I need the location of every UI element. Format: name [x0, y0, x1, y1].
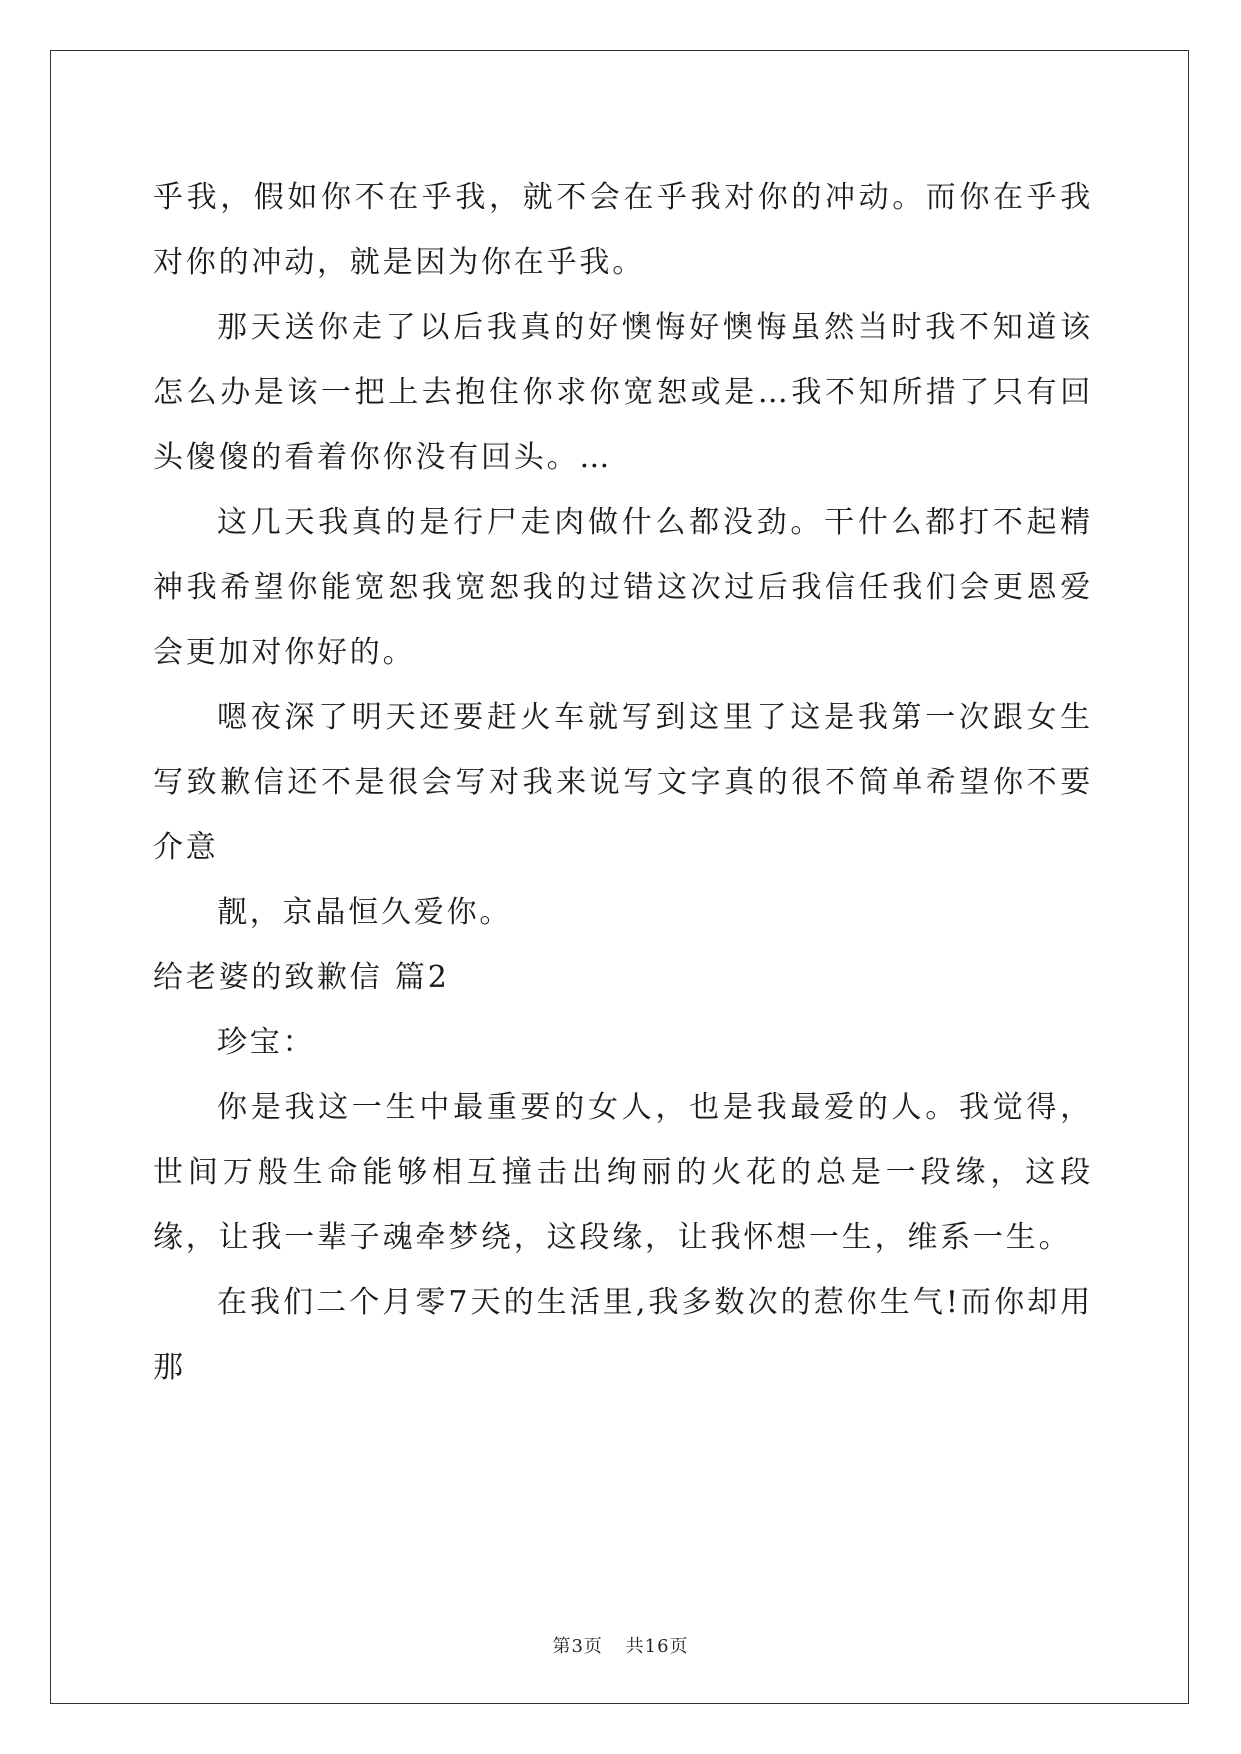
paragraph-these-days: 这几天我真的是行尸走肉做什么都没劲。干什么都打不起精神我希望你能宽恕我宽恕我的过错这次过后我信任我们会更恩爱会更加对你好的。: [153, 505, 1093, 670]
page-total: 共16页: [625, 1636, 689, 1657]
paragraph-most-important: 你是我这一生中最重要的女人，也是我最爱的人。我觉得，世间万般生命能够相互撞击出绚丽的火花的总是一段缘，这段缘，让我一辈子魂牵梦绕，这段缘，让我怀想一生，维系一生。: [153, 1090, 1093, 1255]
document-body: [153, 165, 1093, 1400]
paragraph-salutation: 珍宝：: [217, 1025, 316, 1060]
paragraph-signoff: 靓，京晶恒久爱你。: [217, 895, 513, 930]
page-footer: [0, 1632, 1241, 1658]
section-heading: 给老婆的致歉信 篇2: [153, 960, 450, 995]
paragraph-late-night: 嗯夜深了明天还要赶火车就写到这里了这是我第一次跟女生写致歉信还不是很会写对我来说写文字真的很不简单希望你不要介意: [153, 700, 1093, 865]
paragraph-regret: 那天送你走了以后我真的好懊悔好懊悔虽然当时我不知道该怎么办是该一把上去抱住你求你宽恕或是…我不知所措了只有回头傻傻的看着你你没有回头。…: [153, 310, 1093, 475]
page-number: 第3页: [552, 1636, 603, 1657]
paragraph-two-months: 在我们二个月零7天的生活里,我多数次的惹你生气!而你却用那: [153, 1285, 1093, 1385]
paragraph-continuation: 乎我，假如你不在乎我，就不会在乎我对你的冲动。而你在乎我对你的冲动，就是因为你在乎我。: [153, 180, 1093, 280]
